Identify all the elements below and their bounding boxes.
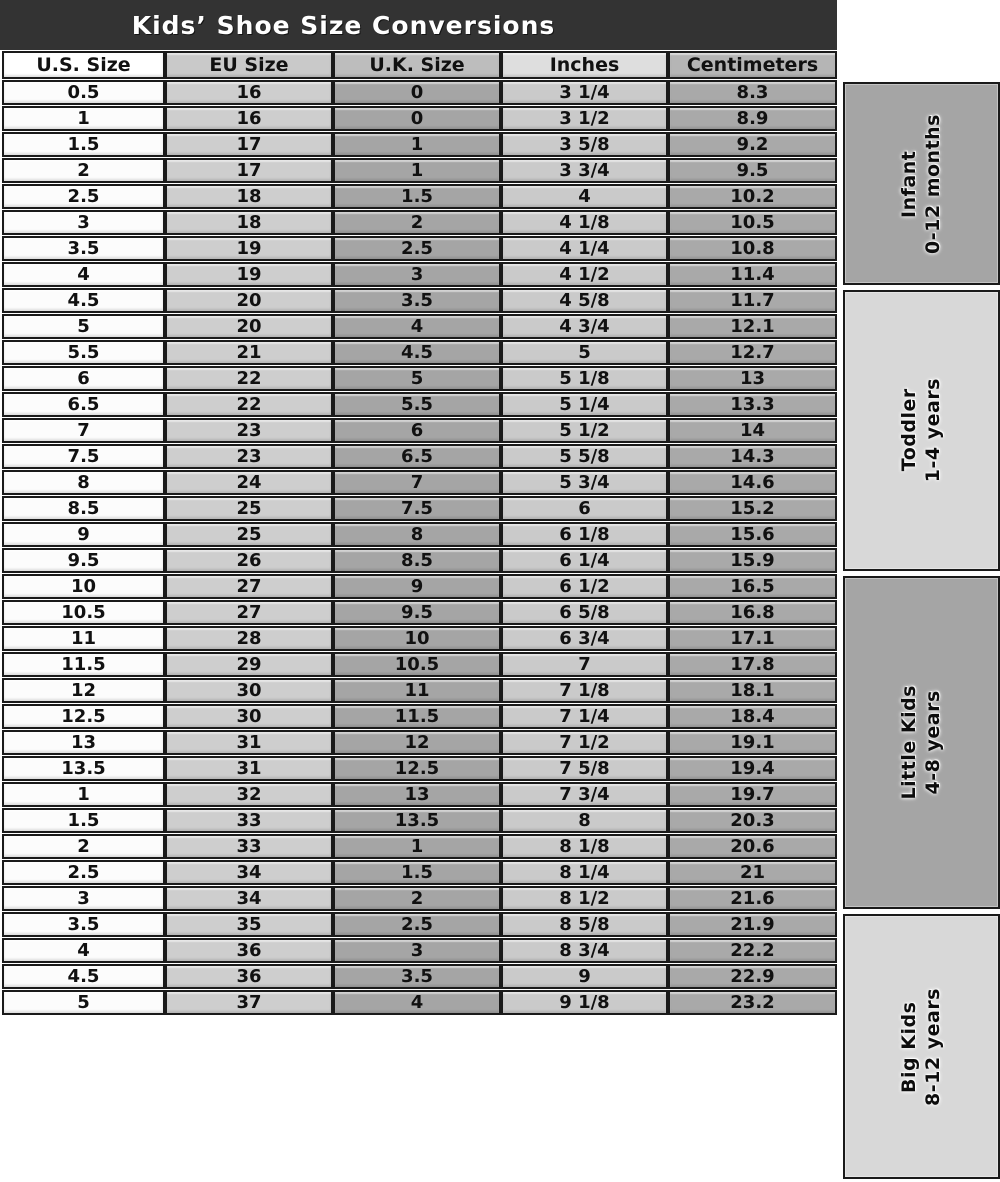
table-cell-eu-size: 34 bbox=[165, 886, 333, 911]
table-cell-eu-size: 34 bbox=[165, 860, 333, 885]
table-cell-u-s-size: 9 bbox=[2, 522, 165, 547]
age-group-range: 1-4 years bbox=[921, 378, 944, 483]
table-cell-u-s-size: 11.5 bbox=[2, 652, 165, 677]
table-cell-u-s-size: 10 bbox=[2, 574, 165, 599]
table-cell-u-k-size: 4 bbox=[333, 990, 501, 1015]
table-cell-u-s-size: 11 bbox=[2, 626, 165, 651]
table-row bbox=[2, 288, 837, 313]
table-row bbox=[2, 574, 837, 599]
table-cell-inches: 8 3/4 bbox=[501, 938, 668, 963]
table-cell-inches: 6 1/4 bbox=[501, 548, 668, 573]
table-cell-eu-size: 30 bbox=[165, 678, 333, 703]
table-row bbox=[2, 834, 837, 859]
table-cell-u-s-size: 12.5 bbox=[2, 704, 165, 729]
table-cell-centimeters: 22.2 bbox=[668, 938, 837, 963]
table-cell-eu-size: 22 bbox=[165, 392, 333, 417]
table-cell-centimeters: 13 bbox=[668, 366, 837, 391]
table-cell-eu-size: 26 bbox=[165, 548, 333, 573]
table-cell-u-k-size: 13 bbox=[333, 782, 501, 807]
table-cell-u-s-size: 12 bbox=[2, 678, 165, 703]
table-cell-eu-size: 35 bbox=[165, 912, 333, 937]
table-cell-u-k-size: 3 bbox=[333, 938, 501, 963]
table-cell-eu-size: 20 bbox=[165, 314, 333, 339]
table-cell-u-s-size: 2 bbox=[2, 834, 165, 859]
table-cell-u-s-size: 8 bbox=[2, 470, 165, 495]
table-cell-u-k-size: 8.5 bbox=[333, 548, 501, 573]
table-cell-u-k-size: 5.5 bbox=[333, 392, 501, 417]
table-row bbox=[2, 652, 837, 677]
table-cell-u-s-size: 2 bbox=[2, 158, 165, 183]
table-row bbox=[2, 210, 837, 235]
table-cell-inches: 8 1/2 bbox=[501, 886, 668, 911]
table-cell-u-s-size: 5 bbox=[2, 314, 165, 339]
table-cell-centimeters: 17.8 bbox=[668, 652, 837, 677]
table-cell-u-k-size: 1 bbox=[333, 834, 501, 859]
table-cell-inches: 3 5/8 bbox=[501, 132, 668, 157]
age-group-name: Infant bbox=[897, 149, 920, 218]
table-cell-u-k-size: 3.5 bbox=[333, 288, 501, 313]
table-cell-u-k-size: 2.5 bbox=[333, 912, 501, 937]
table-cell-centimeters: 14 bbox=[668, 418, 837, 443]
table-cell-centimeters: 9.5 bbox=[668, 158, 837, 183]
column-header-eu-size: EU Size bbox=[165, 51, 333, 79]
age-group-band-toddler bbox=[843, 290, 1000, 571]
table-cell-centimeters: 21 bbox=[668, 860, 837, 885]
table-cell-u-s-size: 3 bbox=[2, 210, 165, 235]
table-cell-centimeters: 16.5 bbox=[668, 574, 837, 599]
table-cell-u-k-size: 7.5 bbox=[333, 496, 501, 521]
table-cell-centimeters: 10.2 bbox=[668, 184, 837, 209]
table-cell-eu-size: 17 bbox=[165, 158, 333, 183]
table-cell-eu-size: 33 bbox=[165, 808, 333, 833]
table-cell-u-s-size: 6.5 bbox=[2, 392, 165, 417]
table-cell-eu-size: 23 bbox=[165, 418, 333, 443]
table-cell-centimeters: 15.9 bbox=[668, 548, 837, 573]
table-cell-u-k-size: 2.5 bbox=[333, 236, 501, 261]
table-cell-inches: 8 bbox=[501, 808, 668, 833]
table-row bbox=[2, 314, 837, 339]
table-row bbox=[2, 470, 837, 495]
table-cell-eu-size: 16 bbox=[165, 106, 333, 131]
table-cell-u-s-size: 1 bbox=[2, 106, 165, 131]
table-cell-eu-size: 25 bbox=[165, 496, 333, 521]
table-cell-inches: 4 5/8 bbox=[501, 288, 668, 313]
table-cell-u-s-size: 2.5 bbox=[2, 184, 165, 209]
table-cell-inches: 6 5/8 bbox=[501, 600, 668, 625]
table-cell-u-k-size: 1.5 bbox=[333, 184, 501, 209]
table-cell-u-k-size: 4 bbox=[333, 314, 501, 339]
table-cell-centimeters: 19.1 bbox=[668, 730, 837, 755]
column-header-u-s-size: U.S. Size bbox=[2, 51, 165, 79]
table-cell-centimeters: 13.3 bbox=[668, 392, 837, 417]
table-cell-eu-size: 37 bbox=[165, 990, 333, 1015]
table-cell-eu-size: 32 bbox=[165, 782, 333, 807]
table-cell-u-k-size: 11 bbox=[333, 678, 501, 703]
table-row bbox=[2, 756, 837, 781]
table-cell-eu-size: 22 bbox=[165, 366, 333, 391]
age-group-label-toddler bbox=[898, 378, 946, 482]
table-cell-u-s-size: 1.5 bbox=[2, 132, 165, 157]
table-cell-eu-size: 31 bbox=[165, 756, 333, 781]
table-cell-inches: 6 bbox=[501, 496, 668, 521]
table-cell-u-k-size: 3.5 bbox=[333, 964, 501, 989]
table-cell-u-k-size: 10 bbox=[333, 626, 501, 651]
table-cell-eu-size: 30 bbox=[165, 704, 333, 729]
table-cell-u-s-size: 13 bbox=[2, 730, 165, 755]
table-cell-u-k-size: 13.5 bbox=[333, 808, 501, 833]
age-group-band-little-kids bbox=[843, 576, 1000, 909]
table-cell-eu-size: 33 bbox=[165, 834, 333, 859]
table-row bbox=[2, 600, 837, 625]
table-cell-eu-size: 27 bbox=[165, 600, 333, 625]
table-cell-inches: 4 1/2 bbox=[501, 262, 668, 287]
table-cell-eu-size: 36 bbox=[165, 964, 333, 989]
page-title: Kids’ Shoe Size Conversions bbox=[131, 10, 556, 40]
table-row bbox=[2, 678, 837, 703]
table-row bbox=[2, 522, 837, 547]
table-cell-u-k-size: 0 bbox=[333, 80, 501, 105]
table-cell-centimeters: 12.1 bbox=[668, 314, 837, 339]
table-cell-u-s-size: 3.5 bbox=[2, 912, 165, 937]
table-cell-eu-size: 21 bbox=[165, 340, 333, 365]
table-cell-u-k-size: 4.5 bbox=[333, 340, 501, 365]
table-cell-u-k-size: 2 bbox=[333, 886, 501, 911]
table-cell-u-k-size: 7 bbox=[333, 470, 501, 495]
table-cell-centimeters: 11.4 bbox=[668, 262, 837, 287]
table-cell-centimeters: 18.1 bbox=[668, 678, 837, 703]
table-row bbox=[2, 340, 837, 365]
table-cell-inches: 5 5/8 bbox=[501, 444, 668, 469]
table-cell-u-s-size: 8.5 bbox=[2, 496, 165, 521]
table-cell-u-k-size: 1 bbox=[333, 158, 501, 183]
table-cell-inches: 5 1/4 bbox=[501, 392, 668, 417]
table-cell-inches: 3 3/4 bbox=[501, 158, 668, 183]
table-cell-inches: 8 1/8 bbox=[501, 834, 668, 859]
table-row bbox=[2, 262, 837, 287]
age-group-band-infant bbox=[843, 82, 1000, 285]
table-row bbox=[2, 158, 837, 183]
table-cell-u-k-size: 12 bbox=[333, 730, 501, 755]
table-cell-inches: 7 1/4 bbox=[501, 704, 668, 729]
table-cell-inches: 9 1/8 bbox=[501, 990, 668, 1015]
table-row bbox=[2, 106, 837, 131]
table-cell-eu-size: 27 bbox=[165, 574, 333, 599]
table-row bbox=[2, 392, 837, 417]
table-cell-eu-size: 17 bbox=[165, 132, 333, 157]
table-row bbox=[2, 964, 837, 989]
table-cell-u-s-size: 13.5 bbox=[2, 756, 165, 781]
table-cell-u-k-size: 3 bbox=[333, 262, 501, 287]
table-cell-u-k-size: 12.5 bbox=[333, 756, 501, 781]
table-cell-u-k-size: 1.5 bbox=[333, 860, 501, 885]
table-cell-centimeters: 14.3 bbox=[668, 444, 837, 469]
table-cell-centimeters: 16.8 bbox=[668, 600, 837, 625]
table-cell-inches: 5 1/8 bbox=[501, 366, 668, 391]
table-cell-centimeters: 10.8 bbox=[668, 236, 837, 261]
table-cell-u-s-size: 5.5 bbox=[2, 340, 165, 365]
table-cell-centimeters: 20.3 bbox=[668, 808, 837, 833]
table-cell-u-s-size: 4.5 bbox=[2, 964, 165, 989]
table-cell-centimeters: 15.2 bbox=[668, 496, 837, 521]
table-cell-u-s-size: 4.5 bbox=[2, 288, 165, 313]
table-row bbox=[2, 808, 837, 833]
table-cell-u-s-size: 6 bbox=[2, 366, 165, 391]
table-cell-centimeters: 21.6 bbox=[668, 886, 837, 911]
table-cell-centimeters: 8.3 bbox=[668, 80, 837, 105]
table-cell-eu-size: 16 bbox=[165, 80, 333, 105]
age-group-sidebar bbox=[837, 0, 1000, 1106]
table-cell-inches: 4 3/4 bbox=[501, 314, 668, 339]
table-cell-u-s-size: 4 bbox=[2, 938, 165, 963]
age-group-label-little-kids bbox=[898, 685, 946, 799]
table-row bbox=[2, 912, 837, 937]
table-cell-centimeters: 23.2 bbox=[668, 990, 837, 1015]
table-cell-u-k-size: 5 bbox=[333, 366, 501, 391]
table-cell-centimeters: 17.1 bbox=[668, 626, 837, 651]
column-header-inches: Inches bbox=[501, 51, 668, 79]
title-band bbox=[0, 0, 837, 50]
table-cell-u-s-size: 7.5 bbox=[2, 444, 165, 469]
table-header-row bbox=[2, 51, 837, 79]
table-cell-inches: 6 3/4 bbox=[501, 626, 668, 651]
table-cell-eu-size: 28 bbox=[165, 626, 333, 651]
age-group-label-big-kids bbox=[898, 988, 946, 1106]
table-cell-inches: 4 bbox=[501, 184, 668, 209]
column-header-centimeters: Centimeters bbox=[668, 51, 837, 79]
table-cell-inches: 6 1/2 bbox=[501, 574, 668, 599]
table-row bbox=[2, 132, 837, 157]
table-cell-u-k-size: 0 bbox=[333, 106, 501, 131]
table-row bbox=[2, 366, 837, 391]
table-cell-u-k-size: 1 bbox=[333, 132, 501, 157]
table-cell-inches: 3 1/4 bbox=[501, 80, 668, 105]
size-conversion-table bbox=[2, 50, 837, 1016]
table-cell-inches: 5 1/2 bbox=[501, 418, 668, 443]
table-cell-eu-size: 20 bbox=[165, 288, 333, 313]
table-row bbox=[2, 80, 837, 105]
table-cell-centimeters: 21.9 bbox=[668, 912, 837, 937]
age-group-name: Toddler bbox=[897, 389, 920, 472]
table-cell-u-s-size: 10.5 bbox=[2, 600, 165, 625]
table-cell-u-k-size: 6 bbox=[333, 418, 501, 443]
table-cell-centimeters: 19.7 bbox=[668, 782, 837, 807]
table-cell-u-k-size: 2 bbox=[333, 210, 501, 235]
table-cell-inches: 6 1/8 bbox=[501, 522, 668, 547]
table-cell-inches: 5 3/4 bbox=[501, 470, 668, 495]
table-cell-eu-size: 18 bbox=[165, 184, 333, 209]
table-cell-centimeters: 12.7 bbox=[668, 340, 837, 365]
table-cell-centimeters: 11.7 bbox=[668, 288, 837, 313]
table-cell-inches: 7 1/2 bbox=[501, 730, 668, 755]
table-row bbox=[2, 418, 837, 443]
table-cell-u-k-size: 6.5 bbox=[333, 444, 501, 469]
age-group-name: Big Kids bbox=[897, 1000, 920, 1093]
table-cell-u-k-size: 9.5 bbox=[333, 600, 501, 625]
table-cell-centimeters: 8.9 bbox=[668, 106, 837, 131]
age-group-range: 8-12 years bbox=[921, 987, 944, 1106]
table-row bbox=[2, 782, 837, 807]
table-cell-inches: 3 1/2 bbox=[501, 106, 668, 131]
age-group-range: 4-8 years bbox=[921, 690, 944, 795]
table-cell-u-k-size: 11.5 bbox=[333, 704, 501, 729]
table-cell-u-s-size: 9.5 bbox=[2, 548, 165, 573]
table-cell-eu-size: 19 bbox=[165, 262, 333, 287]
table-row bbox=[2, 990, 837, 1015]
table-cell-u-s-size: 3 bbox=[2, 886, 165, 911]
table-cell-centimeters: 14.6 bbox=[668, 470, 837, 495]
table-cell-eu-size: 29 bbox=[165, 652, 333, 677]
table-row bbox=[2, 236, 837, 261]
table-row bbox=[2, 886, 837, 911]
table-row bbox=[2, 548, 837, 573]
table-row bbox=[2, 704, 837, 729]
table-cell-inches: 5 bbox=[501, 340, 668, 365]
table-cell-centimeters: 20.6 bbox=[668, 834, 837, 859]
age-group-label-infant bbox=[898, 114, 946, 254]
table-cell-u-s-size: 1 bbox=[2, 782, 165, 807]
table-row bbox=[2, 730, 837, 755]
table-cell-eu-size: 31 bbox=[165, 730, 333, 755]
table-cell-inches: 4 1/8 bbox=[501, 210, 668, 235]
table-cell-centimeters: 18.4 bbox=[668, 704, 837, 729]
table-cell-inches: 7 bbox=[501, 652, 668, 677]
table-row bbox=[2, 938, 837, 963]
table-cell-u-k-size: 10.5 bbox=[333, 652, 501, 677]
table-row bbox=[2, 444, 837, 469]
table-cell-u-s-size: 2.5 bbox=[2, 860, 165, 885]
table-cell-u-s-size: 3.5 bbox=[2, 236, 165, 261]
table-row bbox=[2, 626, 837, 651]
table-cell-u-s-size: 7 bbox=[2, 418, 165, 443]
age-group-name: Little Kids bbox=[897, 685, 920, 800]
table-cell-centimeters: 15.6 bbox=[668, 522, 837, 547]
table-cell-centimeters: 19.4 bbox=[668, 756, 837, 781]
table-cell-eu-size: 19 bbox=[165, 236, 333, 261]
table-cell-centimeters: 9.2 bbox=[668, 132, 837, 157]
table-cell-inches: 7 5/8 bbox=[501, 756, 668, 781]
table-cell-u-s-size: 5 bbox=[2, 990, 165, 1015]
table-cell-inches: 9 bbox=[501, 964, 668, 989]
table-cell-eu-size: 25 bbox=[165, 522, 333, 547]
table-cell-inches: 4 1/4 bbox=[501, 236, 668, 261]
table-cell-inches: 7 1/8 bbox=[501, 678, 668, 703]
table-cell-centimeters: 22.9 bbox=[668, 964, 837, 989]
table-cell-u-s-size: 0.5 bbox=[2, 80, 165, 105]
table-cell-centimeters: 10.5 bbox=[668, 210, 837, 235]
table-row bbox=[2, 496, 837, 521]
table-row bbox=[2, 184, 837, 209]
table-cell-inches: 8 5/8 bbox=[501, 912, 668, 937]
table-cell-eu-size: 36 bbox=[165, 938, 333, 963]
age-group-band-big-kids bbox=[843, 914, 1000, 1179]
age-group-range: 0-12 months bbox=[921, 113, 944, 254]
table-cell-u-k-size: 8 bbox=[333, 522, 501, 547]
table-cell-eu-size: 24 bbox=[165, 470, 333, 495]
table-row bbox=[2, 860, 837, 885]
table-cell-eu-size: 18 bbox=[165, 210, 333, 235]
table-cell-u-s-size: 1.5 bbox=[2, 808, 165, 833]
table-cell-u-k-size: 9 bbox=[333, 574, 501, 599]
column-header-u-k-size: U.K. Size bbox=[333, 51, 501, 79]
table-cell-inches: 7 3/4 bbox=[501, 782, 668, 807]
table-cell-u-s-size: 4 bbox=[2, 262, 165, 287]
table-cell-inches: 8 1/4 bbox=[501, 860, 668, 885]
table-cell-eu-size: 23 bbox=[165, 444, 333, 469]
